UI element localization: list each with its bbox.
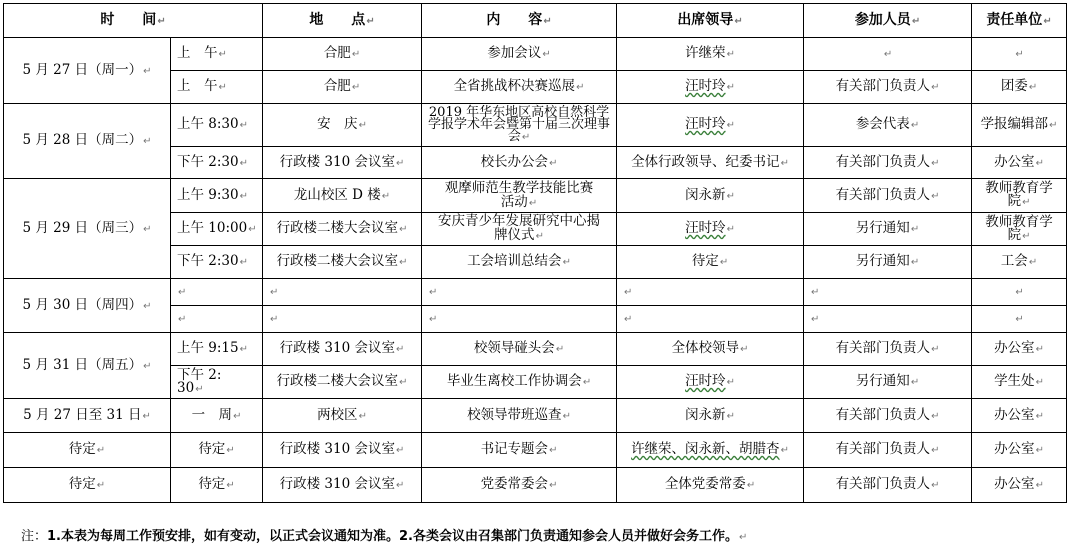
table-row [4, 179, 1067, 213]
table-row [4, 333, 1067, 366]
date-cell: 5 月 31 日（周五）↵ [4, 333, 171, 399]
table-row [4, 433, 1067, 468]
unit-cell: ↵ [972, 38, 1067, 71]
place-cell: 安 庆↵ [263, 104, 422, 147]
leader-cell: ↵ [617, 306, 804, 333]
time-cell: 上 午↵ [171, 38, 263, 71]
place-cell: 两校区↵ [263, 399, 422, 433]
participants-cell: 有关部门负责人↵ [804, 433, 972, 468]
leader-cell: ↵ [617, 279, 804, 306]
content-cell: ↵ [422, 306, 617, 333]
participants-cell: ↵ [804, 306, 972, 333]
table-row [4, 468, 1067, 503]
place-cell: 行政楼 310 会议室↵ [263, 333, 422, 366]
date-cell: 5 月 29 日（周三）↵ [4, 179, 171, 279]
schedule-table [3, 3, 1067, 503]
header-leader: 出席领导↵ [617, 4, 804, 38]
date-cell: 5 月 27 日（周一）↵ [4, 38, 171, 104]
leader-cell: 全体党委常委↵ [617, 468, 804, 503]
content-cell: ↵ [422, 279, 617, 306]
place-cell: 行政楼 310 会议室↵ [263, 147, 422, 179]
participants-cell: 有关部门负责人↵ [804, 147, 972, 179]
participants-cell: 有关部门负责人↵ [804, 179, 972, 213]
date-cell: 待定↵ [4, 433, 171, 468]
place-cell: 行政楼二楼大会议室↵ [263, 246, 422, 279]
content-cell: 校领导带班巡查↵ [422, 399, 617, 433]
leader-cell: 闵永新↵ [617, 179, 804, 213]
unit-cell: 教师教育学院↵ [972, 213, 1067, 246]
participants-cell: 有关部门负责人↵ [804, 71, 972, 104]
time-cell: 下午 2:30↵ [171, 147, 263, 179]
content-cell: 观摩师范生教学技能比赛活动↵ [422, 179, 617, 213]
time-cell: ↵ [171, 306, 263, 333]
date-cell: 5 月 28 日（周二）↵ [4, 104, 171, 179]
footnote-prefix: 注： [21, 529, 48, 544]
content-cell: 全省挑战杯决赛巡展↵ [422, 71, 617, 104]
content-cell: 安庆青少年发展研究中心揭牌仪式↵ [422, 213, 617, 246]
time-cell: 上午 9:30↵ [171, 179, 263, 213]
unit-cell: 教师教育学院↵ [972, 179, 1067, 213]
header-place: 地 点↵ [263, 4, 422, 38]
footnote-text: 1.本表为每周工作预安排，如有变动，以正式会议通知为准。2.各类会议由召集部门负责通知参会人员并做好会务工作。 [47, 529, 738, 544]
unit-cell: 团委↵ [972, 71, 1067, 104]
time-cell: 下午 2:30↵ [171, 246, 263, 279]
leader-cell: 许继荣↵ [617, 38, 804, 71]
unit-cell: 办公室↵ [972, 333, 1067, 366]
date-cell: 5 月 30 日（周四）↵ [4, 279, 171, 333]
leader-cell: 汪时玲↵ [617, 213, 804, 246]
place-cell: ↵ [263, 279, 422, 306]
header-time: 时 间↵ [4, 4, 263, 38]
participants-cell: 另行通知↵ [804, 213, 972, 246]
participants-cell: 另行通知↵ [804, 246, 972, 279]
leader-cell: 待定↵ [617, 246, 804, 279]
leader-cell: 全体行政领导、纪委书记↵ [617, 147, 804, 179]
time-cell: 上午 8:30↵ [171, 104, 263, 147]
time-cell: 下午 2: 30↵ [171, 366, 263, 399]
place-cell: 行政楼 310 会议室↵ [263, 433, 422, 468]
table-row [4, 104, 1067, 147]
content-cell: 党委常委会↵ [422, 468, 617, 503]
table-row [4, 279, 1067, 306]
header-unit: 责任单位↵ [972, 4, 1067, 38]
leader-cell: 许继荣、闵永新、胡腊杏↵ [617, 433, 804, 468]
unit-cell: ↵ [972, 306, 1067, 333]
unit-cell: 办公室↵ [972, 468, 1067, 503]
leader-cell: 闵永新↵ [617, 399, 804, 433]
time-cell: 待定↵ [171, 468, 263, 503]
unit-cell: ↵ [972, 279, 1067, 306]
participants-cell: 有关部门负责人↵ [804, 468, 972, 503]
place-cell: 合肥↵ [263, 38, 422, 71]
footnote: 注：1.本表为每周工作预安排，如有变动，以正式会议通知为准。2.各类会议由召集部门负责通知参会人员并做好会务工作。↵ [21, 529, 748, 544]
content-cell: 校领导碰头会↵ [422, 333, 617, 366]
date-cell: 待定↵ [4, 468, 171, 503]
unit-cell: 办公室↵ [972, 399, 1067, 433]
leader-cell: 汪时玲↵ [617, 104, 804, 147]
header-participants: 参加人员↵ [804, 4, 972, 38]
place-cell: 合肥↵ [263, 71, 422, 104]
content-cell: 参加会议↵ [422, 38, 617, 71]
unit-cell: 办公室↵ [972, 433, 1067, 468]
participants-cell: 参会代表↵ [804, 104, 972, 147]
participants-cell: ↵ [804, 38, 972, 71]
participants-cell: 另行通知↵ [804, 366, 972, 399]
time-cell: 待定↵ [171, 433, 263, 468]
unit-cell: 学报编辑部↵ [972, 104, 1067, 147]
leader-cell: 全体校领导↵ [617, 333, 804, 366]
participants-cell: 有关部门负责人↵ [804, 333, 972, 366]
unit-cell: 学生处↵ [972, 366, 1067, 399]
table-row [4, 399, 1067, 433]
date-cell: 5 月 27 日至 31 日↵ [4, 399, 171, 433]
leader-cell: 汪时玲↵ [617, 366, 804, 399]
place-cell: 龙山校区 D 楼↵ [263, 179, 422, 213]
time-cell: 上 午↵ [171, 71, 263, 104]
content-cell: 毕业生离校工作协调会↵ [422, 366, 617, 399]
participants-cell: ↵ [804, 279, 972, 306]
content-cell: 工会培训总结会↵ [422, 246, 617, 279]
content-cell: 2019 年华东地区高校自然科学学报学术年会暨第十届三次理事会↵ [422, 104, 617, 147]
content-cell: 校长办公会↵ [422, 147, 617, 179]
content-cell: 书记专题会↵ [422, 433, 617, 468]
unit-cell: 办公室↵ [972, 147, 1067, 179]
time-cell: 上午 9:15↵ [171, 333, 263, 366]
place-cell: 行政楼二楼大会议室↵ [263, 366, 422, 399]
time-cell: 一 周↵ [171, 399, 263, 433]
header-row [4, 4, 1067, 38]
leader-cell: 汪时玲↵ [617, 71, 804, 104]
place-cell: ↵ [263, 306, 422, 333]
time-cell: ↵ [171, 279, 263, 306]
table-row [4, 38, 1067, 71]
header-content: 内 容↵ [422, 4, 617, 38]
time-cell: 上午 10:00↵ [171, 213, 263, 246]
place-cell: 行政楼 310 会议室↵ [263, 468, 422, 503]
place-cell: 行政楼二楼大会议室↵ [263, 213, 422, 246]
participants-cell: 有关部门负责人↵ [804, 399, 972, 433]
unit-cell: 工会↵ [972, 246, 1067, 279]
